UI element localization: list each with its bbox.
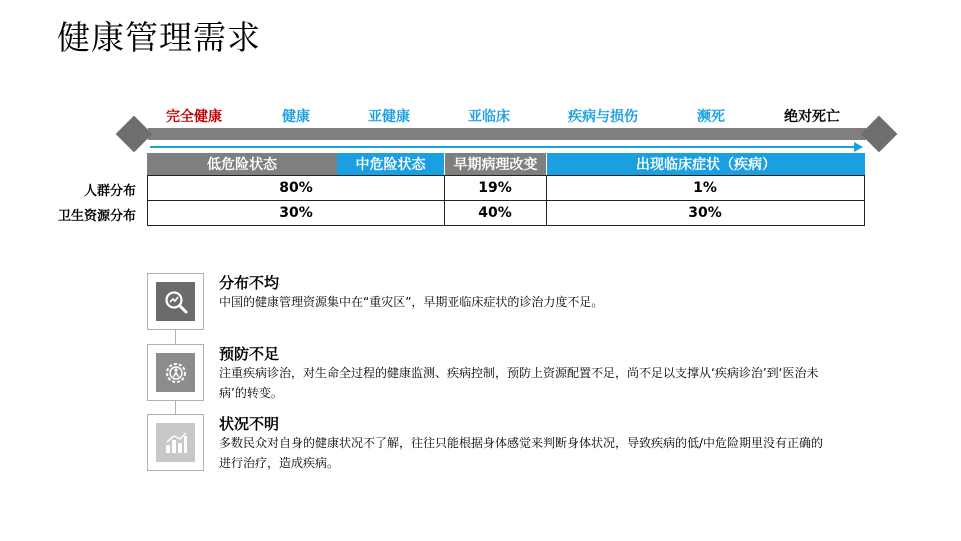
- cell-population-early: 19%: [478, 180, 512, 196]
- progress-arrow-line: [150, 146, 856, 148]
- feature-icon-box: [147, 273, 204, 330]
- feature-title-prevention: 预防不足: [219, 345, 280, 363]
- stage-complete-health: 完全健康: [166, 109, 222, 125]
- header-mid-risk: 中危险状态: [337, 153, 444, 175]
- cell-resources-low-mid: 30%: [279, 205, 313, 221]
- feature-icon-box: [147, 414, 204, 471]
- feature-title-uneven: 分布不均: [219, 274, 280, 292]
- stage-disease-injury: 疾病与损伤: [568, 109, 638, 125]
- feature-body-unclear: 多数民众对自身的健康状况不了解，往往只能根据身体感觉来判断身体状况，导致疾病的低/中危险期里没有正确的进行治疗，造成疾病。: [219, 436, 824, 470]
- gear-person-icon: [156, 353, 195, 392]
- stage-subclinical: 亚临床: [468, 109, 510, 125]
- header-early-pathology: 早期病理改变: [444, 153, 546, 175]
- feature-body-prevention: 注重疾病诊治，对生命全过程的健康监测、疾病控制，预防上资源配置不足，尚不足以支撑从‘疾病诊治’到‘医治未病’的转变。: [219, 366, 819, 400]
- magnifier-chart-icon: [156, 282, 195, 321]
- icon-connector: [175, 401, 176, 414]
- row-label-population: 人群分布: [83, 184, 136, 199]
- arrow-head-icon: [854, 142, 863, 152]
- cell-resources-clinical: 30%: [688, 205, 722, 221]
- icon-connector: [175, 330, 176, 344]
- feature-icon-box: [147, 344, 204, 401]
- feature-body-uneven: 中国的健康管理资源集中在“重灾区”，早期亚临床症状的诊治力度不足。: [219, 295, 604, 309]
- bar-chart-icon: [156, 423, 195, 462]
- feature-title-unclear: 状况不明: [219, 415, 280, 433]
- row-label-resources: 卫生资源分布: [57, 209, 136, 224]
- stage-near-death: 濒死: [697, 109, 725, 125]
- spectrum-axis-bar: [148, 128, 866, 140]
- cell-population-low-mid: 80%: [279, 180, 313, 196]
- header-clinical-symptoms: 出现临床症状（疾病）: [546, 153, 865, 175]
- cell-resources-early: 40%: [478, 205, 512, 221]
- stage-sub-health: 亚健康: [368, 109, 410, 125]
- axis-right-diamond-icon: [861, 116, 898, 153]
- page-title: 健康管理需求: [57, 18, 261, 57]
- header-low-risk: 低危险状态: [147, 153, 337, 175]
- axis-left-diamond-icon: [116, 116, 153, 153]
- stage-health: 健康: [282, 109, 310, 125]
- stage-absolute-death: 绝对死亡: [784, 109, 840, 125]
- cell-population-clinical: 1%: [693, 180, 717, 196]
